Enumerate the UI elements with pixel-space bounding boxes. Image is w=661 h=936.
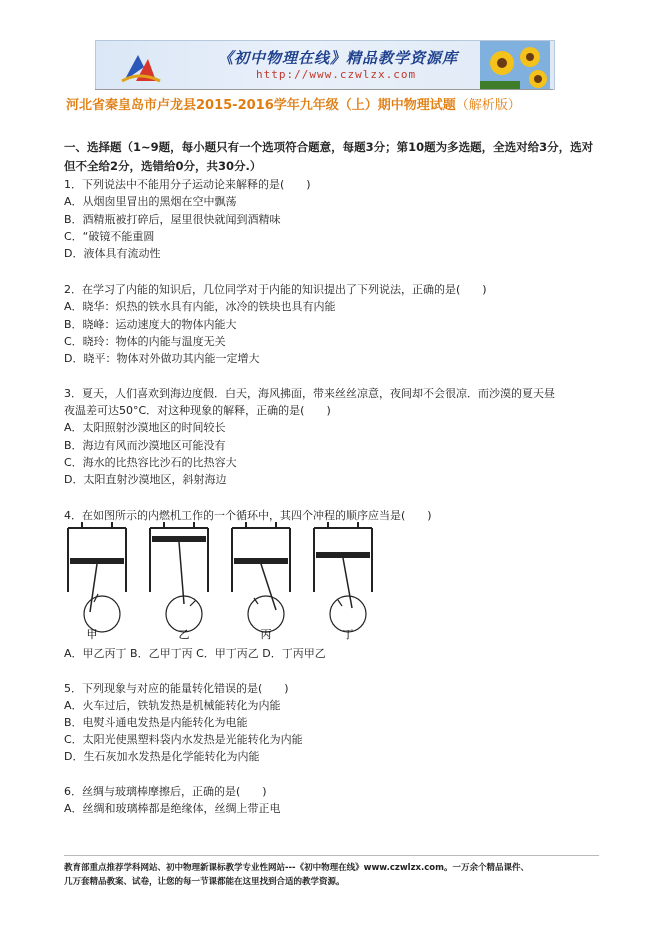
header-rule bbox=[95, 89, 553, 90]
q1-option-b: B．酒精瓶被打碎后，屋里很快就闻到酒精味 bbox=[64, 213, 281, 226]
engine-diagram-yi bbox=[150, 522, 208, 632]
q3-option-d: D．太阳直射沙漠地区，斜射海边 bbox=[64, 473, 227, 486]
footer-rule bbox=[64, 855, 599, 856]
site-logo-icon bbox=[118, 47, 162, 85]
section-heading: 一、选择题（1~9题，每小题只有一个选项符合题意，每题3分；第10题为多选题，全选对给3分，选对但不全给2分，选错给0分，共30分.） bbox=[64, 140, 594, 173]
q1-option-c: C．“破镜不能重圆 bbox=[64, 230, 155, 243]
page-title bbox=[66, 94, 606, 113]
engine-strokes-figure bbox=[58, 522, 378, 642]
q2-option-a: A．晓华：炽热的铁水具有内能，冰冷的铁块也具有内能 bbox=[64, 300, 336, 313]
q2-option-c: C．晓玲：物体的内能与温度无关 bbox=[64, 335, 226, 348]
q5-option-b: B．电熨斗通电发热是内能转化为电能 bbox=[64, 716, 248, 729]
banner-brand: 《初中物理在线》精品教学资源库 bbox=[218, 49, 459, 67]
figure-label-ding: 丁 bbox=[342, 628, 354, 641]
q1-option-a: A．从烟囱里冒出的黑烟在空中飘荡 bbox=[64, 195, 237, 208]
q1-option-d: D．液体具有流动性 bbox=[64, 247, 161, 260]
q2-option-d: D．晓平：物体对外做功其内能一定增大 bbox=[64, 352, 260, 365]
question-6-stem: 6．丝绸与玻璃棒摩擦后，正确的是( ) bbox=[64, 785, 267, 798]
q3-option-a: A．太阳照射沙漠地区的时间较长 bbox=[64, 421, 226, 434]
q5-option-c: C．太阳光使黑塑料袋内水发热是光能转化为内能 bbox=[64, 733, 303, 746]
banner-url[interactable]: http://www.czwlzx.com bbox=[256, 68, 417, 81]
q5-option-d: D．生石灰加水发热是化学能转化为内能 bbox=[64, 750, 260, 763]
question-5-stem: 5．下列现象与对应的能量转化错误的是( ) bbox=[64, 682, 289, 695]
question-3-stem-line2: 夜温差可达50°C．对这种现象的解释，正确的是( ) bbox=[64, 404, 331, 417]
title-main: 河北省秦皇岛市卢龙县2015-2016学年九年级（上）期中物理试题 bbox=[66, 98, 456, 113]
q2-option-b: B．晓峰：运动速度大的物体内能大 bbox=[64, 318, 237, 331]
q5-option-a: A．火车过后，铁轨发热是机械能转化为内能 bbox=[64, 699, 281, 712]
page-footer bbox=[64, 861, 624, 889]
sunflower-icon bbox=[480, 41, 550, 89]
footer-line-2: 几万套精品教案、试卷，让您的每一节课都能在这里找到合适的教学资源。 bbox=[64, 877, 345, 887]
title-paren: （解析版） bbox=[455, 98, 521, 113]
figure-label-jia: 甲 bbox=[86, 628, 98, 641]
q6-option-a: A．丝绸和玻璃棒都是绝缘体，丝绸上带正电 bbox=[64, 802, 281, 815]
question-2-stem: 2．在学习了内能的知识后，几位同学对于内能的知识提出了下列说法，正确的是( ) bbox=[64, 283, 487, 296]
question-1-stem: 1．下列说法中不能用分子运动论来解释的是( ) bbox=[64, 178, 311, 191]
question-3-stem: 3．夏天，人们喜欢到海边度假．白天，海风拂面，带来丝丝凉意，夜间却不会很凉．而沙漠的夏天昼 bbox=[64, 387, 555, 400]
header-banner bbox=[95, 40, 555, 90]
question-4-stem: 4．在如图所示的内燃机工作的一个循环中，其四个冲程的顺序应当是( ) bbox=[64, 509, 432, 522]
engine-diagram-bing bbox=[232, 522, 290, 632]
q4-options: A．甲乙丙丁 B．乙甲丁丙 C．甲丁丙乙 D．丁丙甲乙 bbox=[64, 647, 326, 660]
q3-option-b: B．海边有风而沙漠地区可能没有 bbox=[64, 439, 226, 452]
engine-diagram-ding bbox=[314, 522, 372, 632]
footer-line-1: 教育部重点推荐学科网站、初中物理新课标教学专业性网站---《初中物理在线》www.czwlzx.com。一万余个精品课件、 bbox=[64, 863, 529, 873]
engine-diagram-jia bbox=[68, 522, 126, 632]
figure-label-yi: 乙 bbox=[178, 628, 190, 641]
q3-option-c: C．海水的比热容比沙石的比热容大 bbox=[64, 456, 237, 469]
figure-label-bing: 丙 bbox=[260, 628, 272, 641]
